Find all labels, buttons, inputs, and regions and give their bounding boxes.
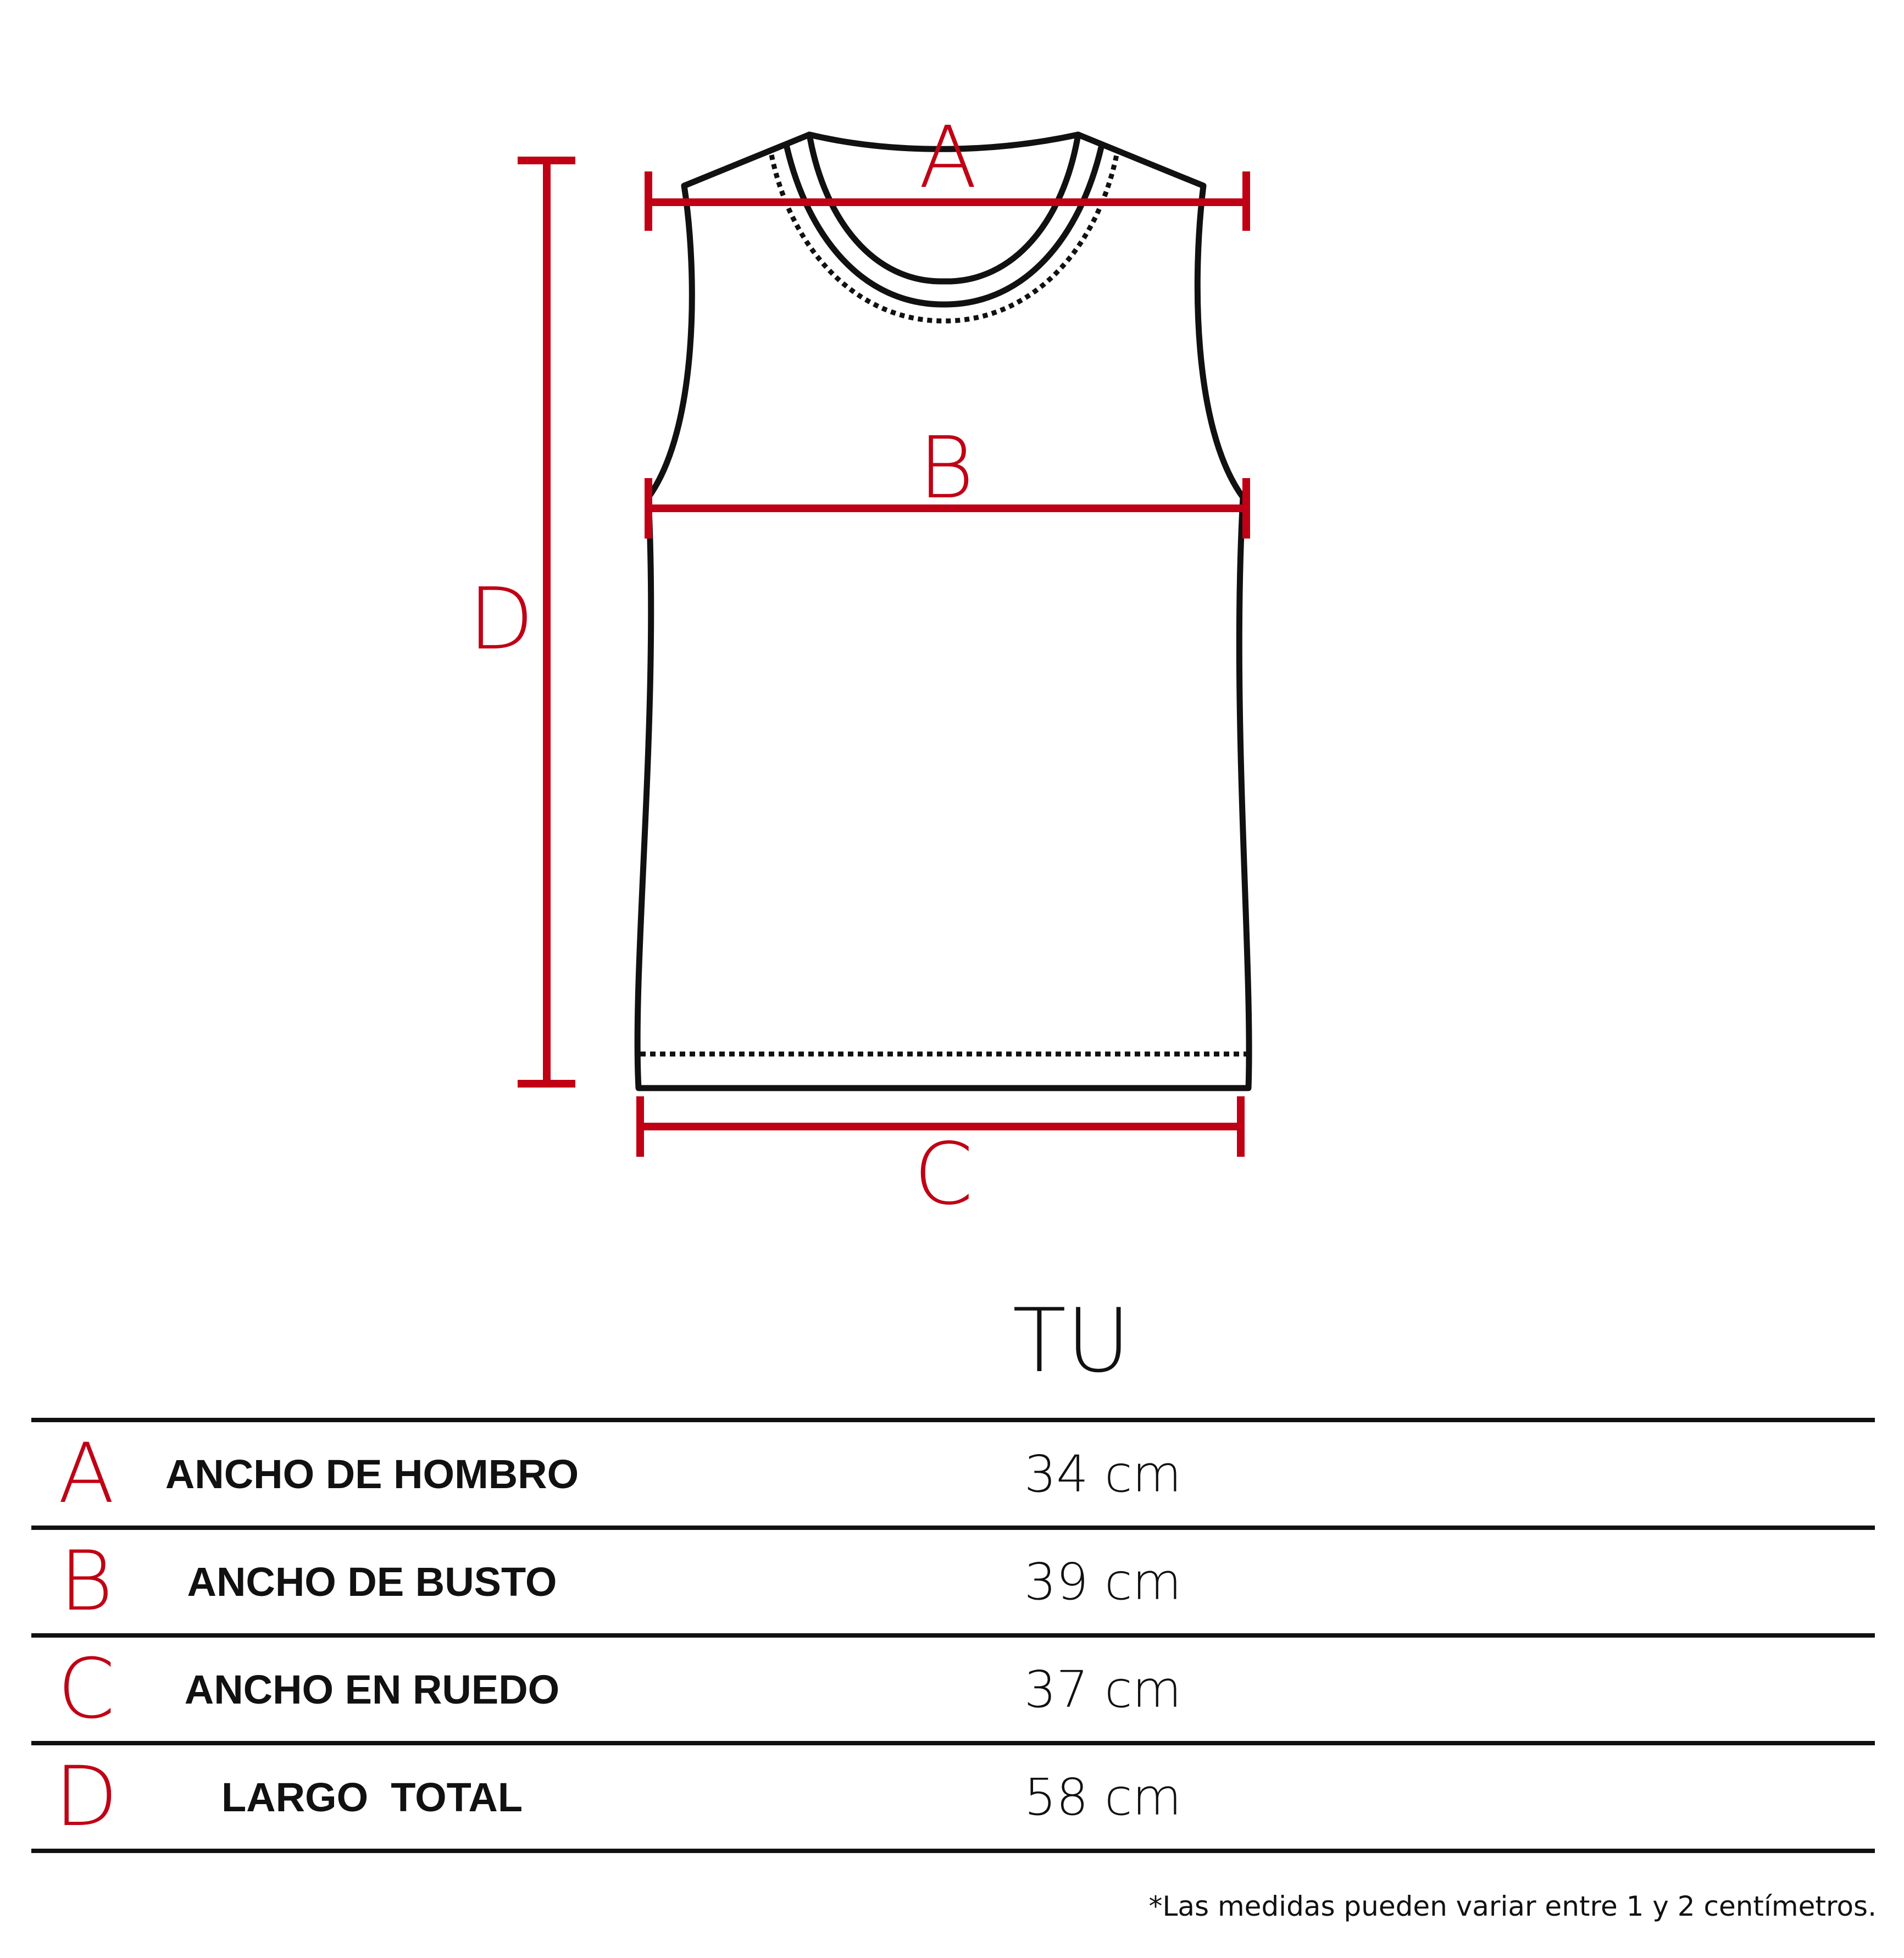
measure-b-label: B [918,418,974,518]
row-label: ANCHO DE BUSTO [187,1558,557,1605]
row-value: 39 cm [1024,1552,1182,1611]
row-letter: D [54,1749,118,1845]
table-row [31,1422,1875,1526]
table-row [31,1745,1875,1849]
tank-top-outline [637,135,1249,1088]
table-rule [31,1418,1875,1422]
measure-d-label: D [468,569,534,669]
row-label: LARGO TOTAL [221,1774,523,1820]
table-rule [31,1849,1875,1853]
row-letter: A [58,1426,115,1522]
row-letter: B [59,1534,114,1629]
measure-c-label: C [913,1124,974,1224]
table-rule [31,1526,1875,1530]
table-rule [31,1741,1875,1745]
footnote: *Las medidas pueden variar entre 1 y 2 centímetros. [1148,1890,1877,1922]
measurement-table [31,1418,1875,1853]
table-row [31,1530,1875,1633]
row-letter: C [57,1641,115,1737]
measure-a-label: A [918,108,978,207]
row-label: ANCHO EN RUEDO [184,1666,560,1712]
size-column-header: TU [1012,1289,1131,1392]
garment-body [637,135,1249,1088]
table-row [31,1638,1875,1741]
row-value: 34 cm [1024,1444,1182,1504]
row-value: 58 cm [1024,1767,1182,1827]
table-rule [31,1633,1875,1638]
row-value: 37 cm [1024,1660,1182,1719]
row-label: ANCHO DE HOMBRO [165,1451,579,1497]
